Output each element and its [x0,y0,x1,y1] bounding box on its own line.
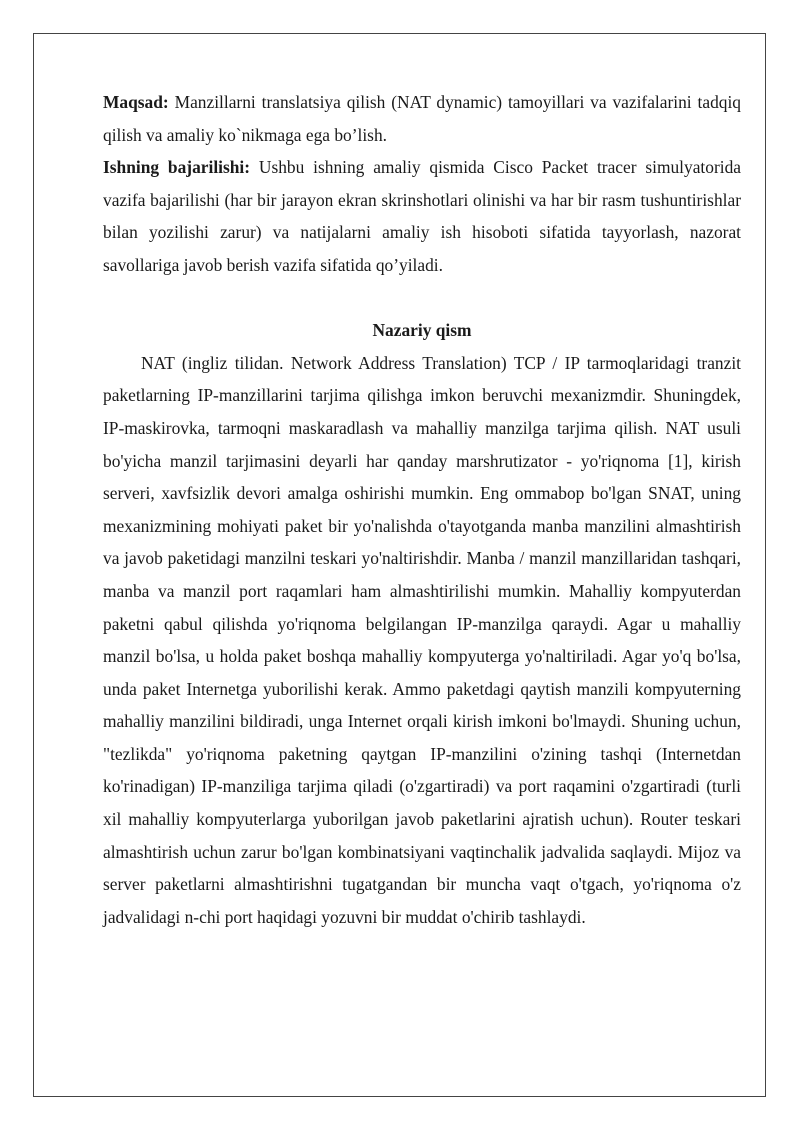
purpose-text: Manzillarni translatsiya qilish (NAT dynamic) tamoyillari va vazifalarini tadqiq qilish va amaliy ko`nikmaga ega bo’lish. [103,92,741,145]
execution-label: Ishning bajarilishi: [103,157,251,178]
execution-text: Ushbu ishning amaliy qismida Cisco Packet tracer simulyatorida vazifa bajarilishi (har bir jarayon ekran skrinshotlari olinishi va har bir rasm tushuntirishlar bilan yozilishi zarur) va natijalarni amaliy ish hisoboti sifatida tayyorlash, nazorat savollariga javob berish vazifa sifatida qo’yiladi. [103,157,741,275]
section-heading: Nazariy qism [372,320,472,341]
blank-line [103,282,741,315]
theory-paragraph: NAT (ingliz tilidan. Network Address Translation) TCP / IP tarmoqlaridagi tranzit paketlarning IP-manzillarini tarjima qilishga imkon beruvchi mexanizmdir. Shuningdek, IP-maskirovka, tarmoqni maskaradlash va mahalliy manzilga tarjima qilish. NAT usuli bo'yicha manzil tarjimasini deyarli har qanday marshrutizator - yo'riqnoma [1], kirish serveri, xavfsizlik devori amalga oshirishi mumkin. Eng ommabop bo'lgan SNAT, uning mexanizmining mohiyati paket bir yo'nalishda o'tayotganda manba manzilini almashtirish va javob paketidagi manzilni teskari yo'naltirishdir. Manba / manzil manzillaridan tashqari, manba va manzil port raqamlari ham almashtirilishi mumkin. Mahalliy kompyuterdan paketni qabul qilishda yo'riqnoma belgilangan IP-manzilga qaraydi. Agar u mahalliy manzil bo'lsa, u holda paket boshqa mahalliy kompyuterga yo'naltiriladi. Agar yo'q bo'lsa, unda paket Internetga yuborilishi kerak. Ammo paketdagi qaytish manzili kompyuterning mahalliy manzilini bildiradi, unga Internet orqali kirish imkoni bo'lmaydi. Shuning uchun, "tezlikda" yo'riqnoma paketning qaytgan IP-manzilini o'zining tashqi (Internetdan ko'rinadigan) IP-manziliga tarjima qiladi (o'zgartiradi) va port raqamini o'zgartiradi (turli xil mahalliy kompyuterlarga yuborilgan javob paketlarini ajratish uchun). Router teskari almashtirish uchun zarur bo'lgan kombinatsiyani vaqtinchalik jadvalida saqlaydi. Mijoz va server paketlarni almashtirishni tugatgandan bir muncha vaqt o'tgach, yo'riqnoma o'z jadvalidagi n-chi port haqidagi yozuvni bir muddat o'chirib tashlaydi. [103,352,741,927]
document-body [103,86,741,933]
purpose-paragraph [103,86,741,151]
execution-paragraph [103,151,741,281]
purpose-label: Maqsad: [103,92,169,112]
